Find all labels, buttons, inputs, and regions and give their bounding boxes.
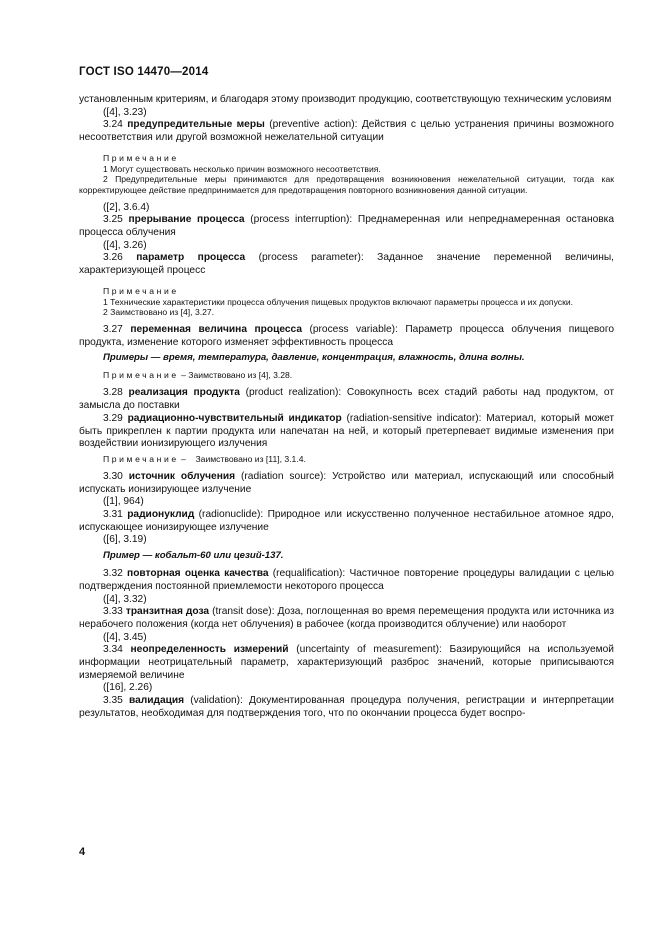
- term-name: переменная величина процесса: [130, 324, 302, 335]
- note-item: 1 Могут существовать несколько причин возможного несоответствия.: [103, 163, 381, 174]
- spacer: [79, 145, 614, 151]
- term-text: (product realization): Совокупность всех стадий работы над продуктом, от замысла до поставки: [79, 387, 614, 412]
- term-text: (requalification): Частичное повторение процедуры валидации с целью подтверждения постоянной приемлемости некоторого процесса: [79, 568, 614, 592]
- page-number: 4: [79, 846, 86, 858]
- term-text: (uncertainty of measurement): Базирующийся на используемой информации неотрицательный параметр, характеризующий разброс значений, которые приписываются измеряемой величине: [79, 644, 614, 681]
- term-text: (radiation source): Устройство или материал, испускающий или способный испускать ионизирующее излучение: [79, 470, 614, 495]
- term-definition: [79, 471, 614, 496]
- term-name: предупредительные меры: [127, 119, 265, 131]
- note-label: Примечание: [103, 453, 179, 464]
- note-text: – Заимствовано из [4], 3.28.: [178, 370, 293, 381]
- term-text: (process variable): Параметр процесса облучения пищевого продукта, изменение которого изменяет эффективность процесса: [79, 324, 614, 348]
- term-number: 3.28: [103, 387, 123, 399]
- term-definition: [79, 324, 614, 349]
- term-text: (process interruption): Преднамеренная или непреднамеренная остановка процесса облучения: [79, 214, 615, 238]
- term-number: 3.33: [103, 606, 123, 618]
- note-item: 2 Предупредительные меры принимаются для предотвращения возникновения нежелательной ситуации, тогда как корректирующее действие предпринимается для предотвращения повторного возникновения данной ситуации.: [79, 174, 614, 195]
- term-text: (transit dose): Доза, поглощенная во время перемещения продукта или источника из нерабочего положения (когда нет облучения) в рабочее (когда производится облучение) или наоборот: [79, 606, 614, 630]
- term-text: (process parameter): Заданное значение переменной величины, характеризующей процесс: [79, 252, 614, 277]
- term-definition: [79, 214, 614, 239]
- term-number: 3.26: [103, 252, 123, 264]
- source-reference: ([4], 3.23): [103, 106, 147, 118]
- source-reference: ([4], 3.45): [103, 631, 147, 643]
- term-number: 3.31: [103, 509, 123, 521]
- term-name: радионуклид: [127, 509, 195, 521]
- term-name: прерывание процесса: [128, 214, 245, 226]
- source-reference: ([2], 3.6.4): [103, 201, 150, 213]
- term-name: реализация продукта: [128, 387, 240, 399]
- note-inline: [79, 370, 614, 381]
- term-number: 3.34: [103, 644, 123, 656]
- term-number: 3.32: [103, 568, 123, 580]
- term-number: 3.25: [103, 214, 123, 226]
- term-definition: [79, 568, 614, 593]
- note-item: 2 Заимствовано из [4], 3.27.: [103, 307, 215, 318]
- term-name: источник облучения: [128, 470, 236, 482]
- term-definition: [79, 413, 614, 451]
- document-header: ГОСТ ISO 14470—2014: [79, 66, 209, 78]
- term-definition: [79, 509, 614, 534]
- term-definition: [79, 644, 614, 682]
- term-number: 3.27: [103, 324, 123, 335]
- note-item: 1 Технические характеристики процесса облучения пищевых продуктов включают параметры процесса и их допуски.: [103, 296, 574, 307]
- source-reference: ([4], 3.32): [103, 593, 147, 605]
- note-inline: [79, 454, 614, 465]
- note-label: Примечание: [103, 370, 179, 381]
- source-reference: ([4], 3.26): [103, 239, 147, 251]
- term-text: (radiation-sensitive indicator): Материал, который может быть прикреплен к партии продукта или напечатан на ней, и который претерпевает видимые изменения при воздействии ионизирующего излучения: [79, 412, 614, 450]
- term-name: параметр процесса: [136, 252, 246, 264]
- note-heading: Примечание: [103, 285, 179, 296]
- source-reference: ([6], 3.19): [103, 534, 147, 546]
- term-definition: [79, 606, 614, 631]
- term-text: (validation): Документированная процедура получения, регистрации и интерпретации результатов, необходимая для подтверждения того, что по окончании процесса будет воспро-: [79, 695, 614, 719]
- term-name: валидация: [128, 695, 185, 707]
- source-reference: ([16], 2.26): [103, 682, 153, 694]
- term-definition: [79, 252, 614, 277]
- term-name: повторная оценка качества: [127, 568, 269, 580]
- term-definition: [79, 695, 614, 720]
- term-number: 3.30: [103, 470, 123, 482]
- term-definition: [79, 119, 614, 144]
- spacer: [79, 278, 614, 284]
- term-number: 3.24: [103, 119, 123, 131]
- document-body: [79, 94, 614, 721]
- paragraph-continuation: установленным критериям, и благодаря этому производит продукцию, соответствующую техническим условиям: [79, 94, 612, 105]
- note-heading: Примечание: [103, 152, 179, 163]
- term-text: (preventive action): Действия с целью устранения причины возможного несоответствия или другой возможной нежелательной ситуации: [79, 119, 614, 144]
- term-name: транзитная доза: [125, 606, 210, 618]
- term-number: 3.35: [103, 695, 123, 707]
- term-name: неопределенность измерений: [130, 644, 289, 656]
- example-text: Пример — кобальт-60 или цезий-137.: [103, 550, 284, 562]
- term-name: радиационно-чувствительный индикатор: [127, 412, 342, 424]
- example-text: Примеры — время, температура, давление, концентрация, влажность, длина волны.: [103, 352, 525, 364]
- term-definition: [79, 387, 614, 412]
- note-text: – Заимствовано из [11], 3.1.4.: [178, 453, 306, 464]
- source-reference: ([1], 964): [103, 496, 144, 508]
- term-text: (radionuclide): Природное или искусственно полученное нестабильное атомное ядро, испускающее ионизирующее излучение: [79, 509, 614, 533]
- term-number: 3.29: [103, 412, 123, 424]
